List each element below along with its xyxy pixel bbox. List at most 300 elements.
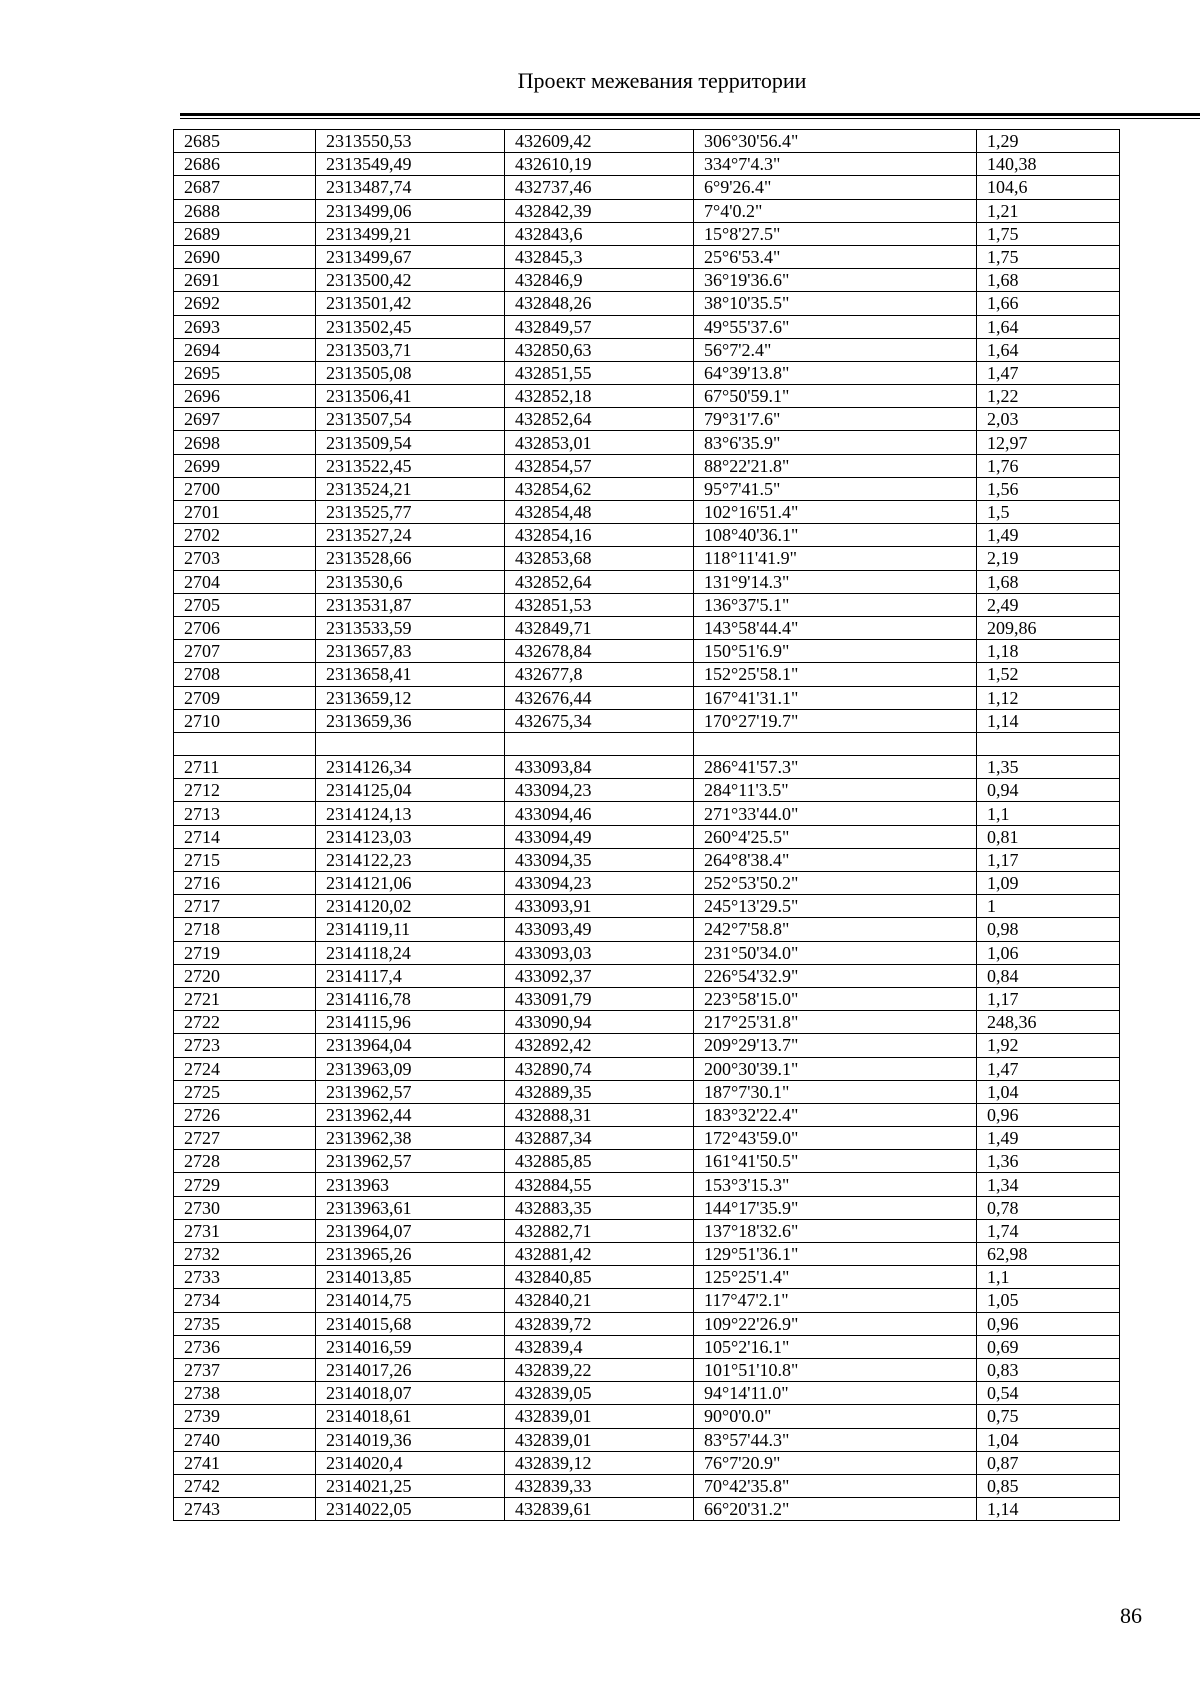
table-row xyxy=(174,848,1120,871)
point-number-cell: 2740 xyxy=(174,1428,316,1451)
bearing-cell: 245°13'29.5" xyxy=(694,895,977,918)
distance-cell: 1,68 xyxy=(977,269,1120,292)
bearing-cell: 231°50'34.0" xyxy=(694,941,977,964)
y-coordinate-cell: 433093,03 xyxy=(505,941,694,964)
y-coordinate-cell: 432839,01 xyxy=(505,1428,694,1451)
distance-cell: 1,52 xyxy=(977,663,1120,686)
y-coordinate-cell: 432854,57 xyxy=(505,454,694,477)
point-number-cell: 2703 xyxy=(174,547,316,570)
table-row xyxy=(174,431,1120,454)
y-coordinate-cell: 432851,55 xyxy=(505,361,694,384)
table-row xyxy=(174,686,1120,709)
bearing-cell: 252°53'50.2" xyxy=(694,872,977,895)
distance-cell: 0,96 xyxy=(977,1312,1120,1335)
distance-cell: 1,75 xyxy=(977,222,1120,245)
distance-cell: 248,36 xyxy=(977,1011,1120,1034)
table-row xyxy=(174,1150,1120,1173)
distance-cell xyxy=(977,732,1120,755)
bearing-cell: 223°58'15.0" xyxy=(694,987,977,1010)
y-coordinate-cell: 432853,01 xyxy=(505,431,694,454)
point-number-cell: 2725 xyxy=(174,1080,316,1103)
x-coordinate-cell: 2313657,83 xyxy=(316,640,505,663)
point-number-cell: 2729 xyxy=(174,1173,316,1196)
distance-cell: 1,36 xyxy=(977,1150,1120,1173)
y-coordinate-cell: 432890,74 xyxy=(505,1057,694,1080)
distance-cell: 1,47 xyxy=(977,1057,1120,1080)
x-coordinate-cell: 2313506,41 xyxy=(316,385,505,408)
table-row xyxy=(174,1196,1120,1219)
bearing-cell: 286°41'57.3" xyxy=(694,756,977,779)
table-row xyxy=(174,1057,1120,1080)
y-coordinate-cell: 432851,53 xyxy=(505,593,694,616)
table-row xyxy=(174,130,1120,153)
distance-cell: 1,04 xyxy=(977,1080,1120,1103)
y-coordinate-cell: 432678,84 xyxy=(505,640,694,663)
table-row xyxy=(174,1358,1120,1381)
distance-cell: 0,54 xyxy=(977,1382,1120,1405)
bearing-cell xyxy=(694,732,977,755)
distance-cell: 12,97 xyxy=(977,431,1120,454)
x-coordinate-cell: 2314121,06 xyxy=(316,872,505,895)
y-coordinate-cell: 432848,26 xyxy=(505,292,694,315)
point-number-cell: 2727 xyxy=(174,1127,316,1150)
bearing-cell: 38°10'35.5" xyxy=(694,292,977,315)
y-coordinate-cell: 433093,49 xyxy=(505,918,694,941)
bearing-cell: 144°17'35.9" xyxy=(694,1196,977,1219)
point-number-cell: 2743 xyxy=(174,1498,316,1521)
x-coordinate-cell: 2314124,13 xyxy=(316,802,505,825)
table-row xyxy=(174,176,1120,199)
distance-cell: 1,76 xyxy=(977,454,1120,477)
distance-cell: 1,35 xyxy=(977,756,1120,779)
point-number-cell: 2714 xyxy=(174,825,316,848)
bearing-cell: 217°25'31.8" xyxy=(694,1011,977,1034)
bearing-cell: 143°58'44.4" xyxy=(694,616,977,639)
distance-cell: 1,18 xyxy=(977,640,1120,663)
table-row xyxy=(174,918,1120,941)
point-number-cell: 2691 xyxy=(174,269,316,292)
table-row xyxy=(174,987,1120,1010)
coordinates-table-body xyxy=(174,130,1120,1521)
table-row xyxy=(174,732,1120,755)
x-coordinate-cell: 2313509,54 xyxy=(316,431,505,454)
bearing-cell: 25°6'53.4" xyxy=(694,245,977,268)
x-coordinate-cell: 2314125,04 xyxy=(316,779,505,802)
table-row xyxy=(174,1034,1120,1057)
distance-cell: 1,92 xyxy=(977,1034,1120,1057)
y-coordinate-cell: 432609,42 xyxy=(505,130,694,153)
page-title: Проект межевания территории xyxy=(517,68,807,93)
x-coordinate-cell xyxy=(316,732,505,755)
distance-cell: 62,98 xyxy=(977,1243,1120,1266)
y-coordinate-cell: 433094,35 xyxy=(505,848,694,871)
bearing-cell: 15°8'27.5" xyxy=(694,222,977,245)
coordinates-table xyxy=(173,129,1120,1521)
distance-cell: 1,09 xyxy=(977,872,1120,895)
point-number-cell: 2728 xyxy=(174,1150,316,1173)
bearing-cell: 200°30'39.1" xyxy=(694,1057,977,1080)
bearing-cell: 170°27'19.7" xyxy=(694,709,977,732)
y-coordinate-cell: 432676,44 xyxy=(505,686,694,709)
bearing-cell: 226°54'32.9" xyxy=(694,964,977,987)
bearing-cell: 153°3'15.3" xyxy=(694,1173,977,1196)
table-row xyxy=(174,1451,1120,1474)
table-row xyxy=(174,292,1120,315)
x-coordinate-cell: 2313533,59 xyxy=(316,616,505,639)
point-number-cell: 2688 xyxy=(174,199,316,222)
x-coordinate-cell: 2313659,12 xyxy=(316,686,505,709)
point-number-cell: 2710 xyxy=(174,709,316,732)
y-coordinate-cell: 432840,85 xyxy=(505,1266,694,1289)
distance-cell: 0,84 xyxy=(977,964,1120,987)
distance-cell: 1,17 xyxy=(977,848,1120,871)
x-coordinate-cell: 2314018,07 xyxy=(316,1382,505,1405)
table-row xyxy=(174,1474,1120,1497)
table-row xyxy=(174,663,1120,686)
bearing-cell: 108°40'36.1" xyxy=(694,524,977,547)
bearing-cell: 94°14'11.0" xyxy=(694,1382,977,1405)
x-coordinate-cell: 2314015,68 xyxy=(316,1312,505,1335)
distance-cell: 1 xyxy=(977,895,1120,918)
table-row xyxy=(174,1266,1120,1289)
point-number-cell: 2694 xyxy=(174,338,316,361)
x-coordinate-cell: 2313527,24 xyxy=(316,524,505,547)
bearing-cell: 118°11'41.9" xyxy=(694,547,977,570)
bearing-cell: 334°7'4.3" xyxy=(694,153,977,176)
table-row xyxy=(174,570,1120,593)
y-coordinate-cell: 433090,94 xyxy=(505,1011,694,1034)
point-number-cell: 2716 xyxy=(174,872,316,895)
y-coordinate-cell: 432839,72 xyxy=(505,1312,694,1335)
x-coordinate-cell: 2313525,77 xyxy=(316,501,505,524)
x-coordinate-cell: 2313962,44 xyxy=(316,1103,505,1126)
table-row xyxy=(174,964,1120,987)
table-row xyxy=(174,408,1120,431)
x-coordinate-cell: 2314016,59 xyxy=(316,1335,505,1358)
bearing-cell: 161°41'50.5" xyxy=(694,1150,977,1173)
point-number-cell: 2732 xyxy=(174,1243,316,1266)
distance-cell: 1,75 xyxy=(977,245,1120,268)
x-coordinate-cell: 2313502,45 xyxy=(316,315,505,338)
point-number-cell: 2735 xyxy=(174,1312,316,1335)
y-coordinate-cell: 432892,42 xyxy=(505,1034,694,1057)
x-coordinate-cell: 2314022,05 xyxy=(316,1498,505,1521)
x-coordinate-cell: 2313962,57 xyxy=(316,1080,505,1103)
bearing-cell: 129°51'36.1" xyxy=(694,1243,977,1266)
x-coordinate-cell: 2313963 xyxy=(316,1173,505,1196)
x-coordinate-cell: 2313528,66 xyxy=(316,547,505,570)
point-number-cell: 2690 xyxy=(174,245,316,268)
distance-cell: 1,49 xyxy=(977,1127,1120,1150)
point-number-cell: 2734 xyxy=(174,1289,316,1312)
x-coordinate-cell: 2313963,61 xyxy=(316,1196,505,1219)
table-row xyxy=(174,1080,1120,1103)
table-row xyxy=(174,1243,1120,1266)
point-number-cell: 2736 xyxy=(174,1335,316,1358)
table-row xyxy=(174,616,1120,639)
y-coordinate-cell: 432884,55 xyxy=(505,1173,694,1196)
x-coordinate-cell: 2313964,04 xyxy=(316,1034,505,1057)
bearing-cell: 49°55'37.6" xyxy=(694,315,977,338)
bearing-cell: 6°9'26.4" xyxy=(694,176,977,199)
point-number-cell: 2706 xyxy=(174,616,316,639)
bearing-cell: 117°47'2.1" xyxy=(694,1289,977,1312)
table-row xyxy=(174,199,1120,222)
table-row xyxy=(174,477,1120,500)
x-coordinate-cell: 2313659,36 xyxy=(316,709,505,732)
x-coordinate-cell: 2313658,41 xyxy=(316,663,505,686)
bearing-cell: 167°41'31.1" xyxy=(694,686,977,709)
y-coordinate-cell: 433094,23 xyxy=(505,779,694,802)
bearing-cell: 260°4'25.5" xyxy=(694,825,977,848)
page-number: 86 xyxy=(1120,1603,1142,1628)
x-coordinate-cell: 2313964,07 xyxy=(316,1219,505,1242)
bearing-cell: 271°33'44.0" xyxy=(694,802,977,825)
table-row xyxy=(174,825,1120,848)
table-row xyxy=(174,895,1120,918)
table-row xyxy=(174,1382,1120,1405)
y-coordinate-cell: 432839,22 xyxy=(505,1358,694,1381)
x-coordinate-cell: 2313962,57 xyxy=(316,1150,505,1173)
x-coordinate-cell: 2313524,21 xyxy=(316,477,505,500)
x-coordinate-cell: 2313499,06 xyxy=(316,199,505,222)
x-coordinate-cell: 2314123,03 xyxy=(316,825,505,848)
bearing-cell: 150°51'6.9" xyxy=(694,640,977,663)
table-row xyxy=(174,361,1120,384)
bearing-cell: 131°9'14.3" xyxy=(694,570,977,593)
point-number-cell: 2705 xyxy=(174,593,316,616)
point-number-cell: 2701 xyxy=(174,501,316,524)
distance-cell: 0,98 xyxy=(977,918,1120,941)
bearing-cell: 209°29'13.7" xyxy=(694,1034,977,1057)
point-number-cell: 2719 xyxy=(174,941,316,964)
table-row xyxy=(174,245,1120,268)
bearing-cell: 79°31'7.6" xyxy=(694,408,977,431)
bearing-cell: 187°7'30.1" xyxy=(694,1080,977,1103)
point-number-cell: 2687 xyxy=(174,176,316,199)
distance-cell: 0,96 xyxy=(977,1103,1120,1126)
bearing-cell: 137°18'32.6" xyxy=(694,1219,977,1242)
y-coordinate-cell: 432839,05 xyxy=(505,1382,694,1405)
bearing-cell: 64°39'13.8" xyxy=(694,361,977,384)
distance-cell: 2,19 xyxy=(977,547,1120,570)
x-coordinate-cell: 2314118,24 xyxy=(316,941,505,964)
point-number-cell: 2733 xyxy=(174,1266,316,1289)
x-coordinate-cell: 2313487,74 xyxy=(316,176,505,199)
distance-cell: 0,94 xyxy=(977,779,1120,802)
bearing-cell: 88°22'21.8" xyxy=(694,454,977,477)
point-number-cell: 2708 xyxy=(174,663,316,686)
y-coordinate-cell: 432885,85 xyxy=(505,1150,694,1173)
table-row xyxy=(174,269,1120,292)
bearing-cell: 284°11'3.5" xyxy=(694,779,977,802)
distance-cell: 1,68 xyxy=(977,570,1120,593)
y-coordinate-cell: 432677,8 xyxy=(505,663,694,686)
distance-cell: 2,49 xyxy=(977,593,1120,616)
bearing-cell: 105°2'16.1" xyxy=(694,1335,977,1358)
y-coordinate-cell: 432842,39 xyxy=(505,199,694,222)
y-coordinate-cell: 432839,33 xyxy=(505,1474,694,1497)
bearing-cell: 125°25'1.4" xyxy=(694,1266,977,1289)
x-coordinate-cell: 2313962,38 xyxy=(316,1127,505,1150)
table-row xyxy=(174,1498,1120,1521)
table-row xyxy=(174,524,1120,547)
point-number-cell: 2693 xyxy=(174,315,316,338)
header-rule-thick xyxy=(180,113,1200,116)
distance-cell: 0,87 xyxy=(977,1451,1120,1474)
x-coordinate-cell: 2313501,42 xyxy=(316,292,505,315)
y-coordinate-cell: 432843,6 xyxy=(505,222,694,245)
y-coordinate-cell: 432889,35 xyxy=(505,1080,694,1103)
point-number-cell: 2695 xyxy=(174,361,316,384)
table-row xyxy=(174,547,1120,570)
distance-cell: 1,12 xyxy=(977,686,1120,709)
x-coordinate-cell: 2313499,21 xyxy=(316,222,505,245)
distance-cell: 1,21 xyxy=(977,199,1120,222)
distance-cell: 1,22 xyxy=(977,385,1120,408)
table-row xyxy=(174,385,1120,408)
y-coordinate-cell: 432888,31 xyxy=(505,1103,694,1126)
table-row xyxy=(174,153,1120,176)
point-number-cell: 2724 xyxy=(174,1057,316,1080)
table-row xyxy=(174,802,1120,825)
distance-cell: 1,64 xyxy=(977,338,1120,361)
table-row xyxy=(174,1219,1120,1242)
distance-cell: 2,03 xyxy=(977,408,1120,431)
distance-cell: 104,6 xyxy=(977,176,1120,199)
bearing-cell: 76°7'20.9" xyxy=(694,1451,977,1474)
point-number-cell: 2713 xyxy=(174,802,316,825)
distance-cell: 1,56 xyxy=(977,477,1120,500)
table-row xyxy=(174,1405,1120,1428)
table-row xyxy=(174,593,1120,616)
distance-cell: 1,74 xyxy=(977,1219,1120,1242)
distance-cell: 1,29 xyxy=(977,130,1120,153)
y-coordinate-cell: 432852,18 xyxy=(505,385,694,408)
bearing-cell: 36°19'36.6" xyxy=(694,269,977,292)
x-coordinate-cell: 2314021,25 xyxy=(316,1474,505,1497)
y-coordinate-cell: 432881,42 xyxy=(505,1243,694,1266)
point-number-cell: 2707 xyxy=(174,640,316,663)
x-coordinate-cell: 2313500,42 xyxy=(316,269,505,292)
distance-cell: 1,34 xyxy=(977,1173,1120,1196)
bearing-cell: 70°42'35.8" xyxy=(694,1474,977,1497)
point-number-cell: 2742 xyxy=(174,1474,316,1497)
point-number-cell: 2704 xyxy=(174,570,316,593)
distance-cell: 1,66 xyxy=(977,292,1120,315)
x-coordinate-cell: 2313522,45 xyxy=(316,454,505,477)
bearing-cell: 109°22'26.9" xyxy=(694,1312,977,1335)
header-rule-thin xyxy=(180,118,1200,119)
bearing-cell: 7°4'0.2" xyxy=(694,199,977,222)
y-coordinate-cell: 432854,16 xyxy=(505,524,694,547)
distance-cell: 0,83 xyxy=(977,1358,1120,1381)
point-number-cell: 2720 xyxy=(174,964,316,987)
point-number-cell: 2715 xyxy=(174,848,316,871)
bearing-cell: 95°7'41.5" xyxy=(694,477,977,500)
x-coordinate-cell: 2313499,67 xyxy=(316,245,505,268)
table-row xyxy=(174,1173,1120,1196)
table-row xyxy=(174,709,1120,732)
x-coordinate-cell: 2313531,87 xyxy=(316,593,505,616)
x-coordinate-cell: 2314018,61 xyxy=(316,1405,505,1428)
bearing-cell: 172°43'59.0" xyxy=(694,1127,977,1150)
x-coordinate-cell: 2314122,23 xyxy=(316,848,505,871)
y-coordinate-cell: 432882,71 xyxy=(505,1219,694,1242)
distance-cell: 140,38 xyxy=(977,153,1120,176)
table-row xyxy=(174,779,1120,802)
y-coordinate-cell: 433092,37 xyxy=(505,964,694,987)
bearing-cell: 56°7'2.4" xyxy=(694,338,977,361)
y-coordinate-cell: 432850,63 xyxy=(505,338,694,361)
y-coordinate-cell: 432852,64 xyxy=(505,408,694,431)
y-coordinate-cell: 432610,19 xyxy=(505,153,694,176)
y-coordinate-cell: 432853,68 xyxy=(505,547,694,570)
distance-cell: 1,1 xyxy=(977,802,1120,825)
table-row xyxy=(174,1289,1120,1312)
x-coordinate-cell: 2314017,26 xyxy=(316,1358,505,1381)
table-row xyxy=(174,315,1120,338)
point-number-cell xyxy=(174,732,316,755)
x-coordinate-cell: 2313507,54 xyxy=(316,408,505,431)
y-coordinate-cell: 433093,84 xyxy=(505,756,694,779)
y-coordinate-cell: 432737,46 xyxy=(505,176,694,199)
distance-cell: 1,49 xyxy=(977,524,1120,547)
table-row xyxy=(174,501,1120,524)
point-number-cell: 2717 xyxy=(174,895,316,918)
distance-cell: 1,14 xyxy=(977,709,1120,732)
y-coordinate-cell: 433093,91 xyxy=(505,895,694,918)
y-coordinate-cell: 432839,4 xyxy=(505,1335,694,1358)
bearing-cell: 90°0'0.0" xyxy=(694,1405,977,1428)
table-row xyxy=(174,338,1120,361)
distance-cell: 1,05 xyxy=(977,1289,1120,1312)
distance-cell: 0,75 xyxy=(977,1405,1120,1428)
distance-cell: 0,81 xyxy=(977,825,1120,848)
table-row xyxy=(174,1011,1120,1034)
x-coordinate-cell: 2313550,53 xyxy=(316,130,505,153)
table-row xyxy=(174,941,1120,964)
distance-cell: 0,78 xyxy=(977,1196,1120,1219)
x-coordinate-cell: 2314019,36 xyxy=(316,1428,505,1451)
point-number-cell: 2737 xyxy=(174,1358,316,1381)
point-number-cell: 2709 xyxy=(174,686,316,709)
table-row xyxy=(174,222,1120,245)
table-row xyxy=(174,756,1120,779)
point-number-cell: 2696 xyxy=(174,385,316,408)
table-row xyxy=(174,1103,1120,1126)
distance-cell: 0,69 xyxy=(977,1335,1120,1358)
y-coordinate-cell: 432675,34 xyxy=(505,709,694,732)
y-coordinate-cell: 432839,12 xyxy=(505,1451,694,1474)
x-coordinate-cell: 2313965,26 xyxy=(316,1243,505,1266)
point-number-cell: 2718 xyxy=(174,918,316,941)
x-coordinate-cell: 2313549,49 xyxy=(316,153,505,176)
table-row xyxy=(174,872,1120,895)
bearing-cell: 83°57'44.3" xyxy=(694,1428,977,1451)
point-number-cell: 2685 xyxy=(174,130,316,153)
y-coordinate-cell: 432839,01 xyxy=(505,1405,694,1428)
x-coordinate-cell: 2313503,71 xyxy=(316,338,505,361)
x-coordinate-cell: 2313530,6 xyxy=(316,570,505,593)
bearing-cell: 242°7'58.8" xyxy=(694,918,977,941)
distance-cell: 1,64 xyxy=(977,315,1120,338)
x-coordinate-cell: 2314116,78 xyxy=(316,987,505,1010)
x-coordinate-cell: 2314020,4 xyxy=(316,1451,505,1474)
y-coordinate-cell: 432854,62 xyxy=(505,477,694,500)
point-number-cell: 2689 xyxy=(174,222,316,245)
point-number-cell: 2699 xyxy=(174,454,316,477)
